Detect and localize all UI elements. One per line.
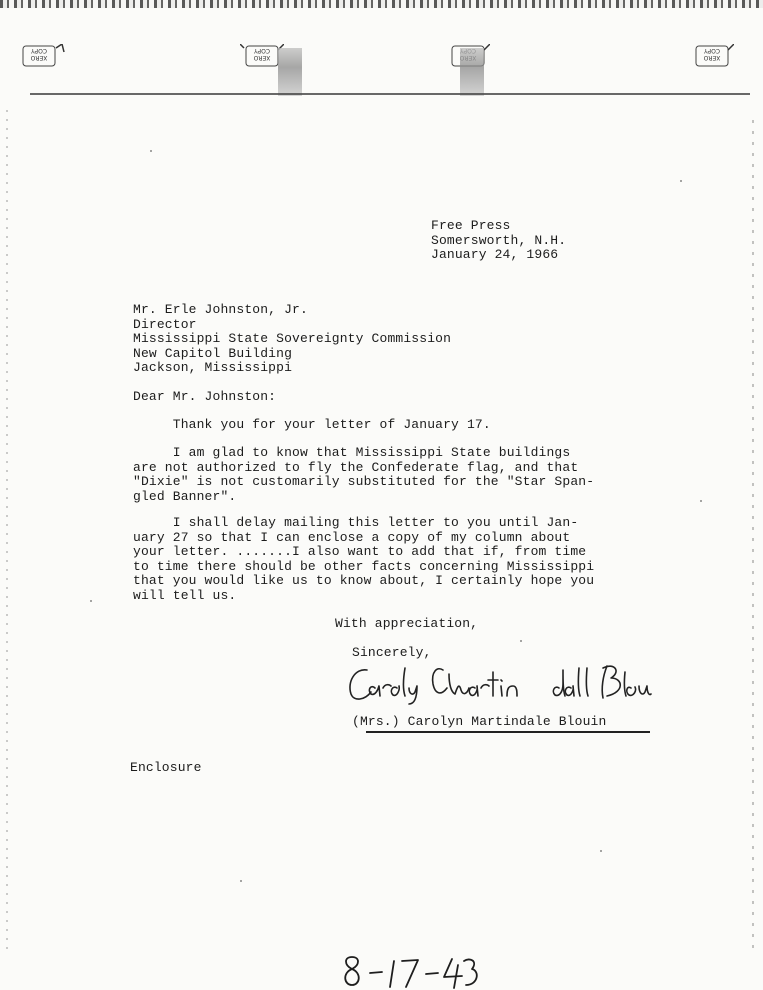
right-margin-specks	[752, 120, 754, 950]
paragraph-line: I am glad to know that Mississippi State buildings	[133, 445, 571, 460]
left-margin-specks	[6, 110, 8, 950]
closing-appreciation: With appreciation,	[335, 616, 479, 631]
paragraph-line: that you would like us to know about, I certainly hope you	[133, 573, 595, 589]
inside-address	[133, 303, 451, 376]
xero-copy-stamp: XERO COPY	[240, 44, 284, 70]
paragraph-line: your letter. .......I also want to add that if, from time	[133, 544, 587, 560]
scan-speck	[700, 500, 702, 502]
addressee-city: Jackson, Mississippi	[133, 360, 293, 376]
paragraph-line: to time there should be other facts concerning Mississippi	[133, 558, 595, 574]
paragraph-line: uary 27 so that I can enclose a copy of my column about	[133, 529, 571, 545]
paragraph-line: I shall delay mailing this letter to you until Jan-	[133, 515, 579, 530]
scan-speck	[600, 850, 602, 852]
header-rule	[30, 93, 750, 95]
publication-name: Free Press	[431, 218, 511, 233]
addressee-name: Mr. Erle Johnston, Jr.	[133, 302, 308, 317]
paragraph-2	[133, 446, 594, 504]
scan-speck	[520, 640, 522, 642]
paragraph-line: will tell us.	[133, 587, 237, 603]
sender-address	[431, 219, 566, 263]
paragraph-1	[133, 418, 491, 433]
handwritten-file-number	[340, 955, 480, 990]
addressee-building: New Capitol Building	[133, 345, 293, 361]
paragraph-3	[133, 516, 594, 604]
scan-edge	[0, 0, 763, 8]
scan-smudge	[278, 48, 302, 96]
enclosure-note: Enclosure	[130, 760, 202, 775]
closing-sincerely: Sincerely,	[352, 645, 432, 660]
paragraph-line: are not authorized to fly the Confederate flag, and that	[133, 459, 579, 475]
handwritten-signature	[345, 658, 655, 706]
paragraph-line: "Dixie" is not customarily substituted for the "Star Span-	[133, 474, 595, 490]
scan-speck	[680, 180, 682, 182]
signature-underline	[366, 731, 650, 733]
addressee-title: Director	[133, 316, 197, 332]
paragraph-line: gled Banner".	[133, 488, 237, 504]
salutation: Dear Mr. Johnston:	[133, 389, 277, 404]
letter-date: January 24, 1966	[431, 247, 559, 263]
scan-speck	[90, 600, 92, 602]
xero-copy-stamp: XERO COPY	[690, 44, 734, 70]
sender-city: Somersworth, N.H.	[431, 232, 567, 248]
paragraph-line: Thank you for your letter of January 17.	[133, 417, 491, 432]
scan-speck	[240, 880, 242, 882]
signer-name: (Mrs.) Carolyn Martindale Blouin	[352, 714, 607, 729]
xero-copy-stamp: XERO COPY	[22, 44, 66, 70]
addressee-org: Mississippi State Sovereignty Commission	[133, 331, 452, 347]
scan-smudge	[460, 48, 484, 96]
scan-speck	[150, 150, 152, 152]
